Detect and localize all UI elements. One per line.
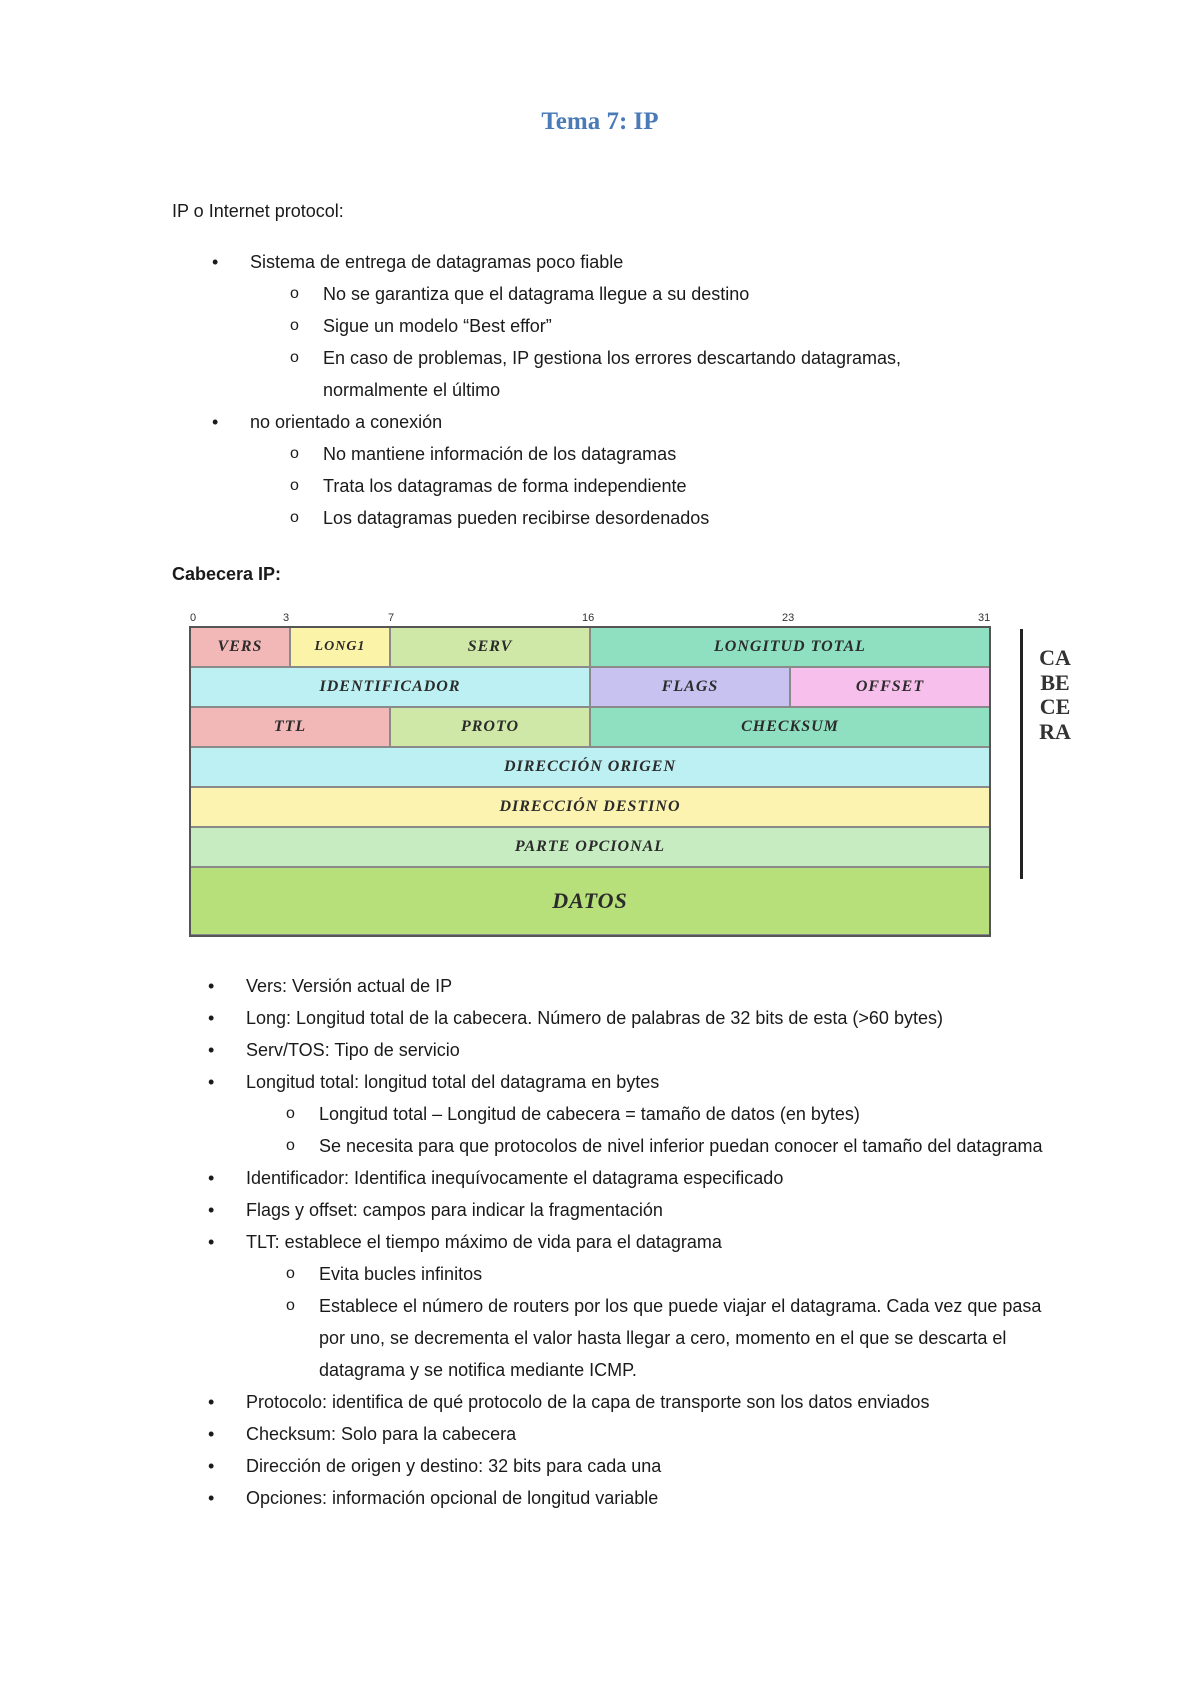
list-item [246,1194,1046,1226]
sub-list-item: o Trata los datagramas de forma independiente [323,470,1010,502]
field-long: LONG1 [290,627,390,667]
sub-list-item: o Se necesita para que protocolos de nivel inferior puedan conocer el tamaño del datagrama [319,1130,1046,1162]
field-direccion-origen: DIRECCIÓN ORIGEN [190,747,990,787]
sub-list [246,1258,1046,1386]
list-item [246,1034,1046,1066]
list-item-text: no orientado a conexión [250,412,443,432]
bit-label: 0 [190,612,197,624]
list-item [246,1162,1046,1194]
list-item [246,970,1046,1002]
list-item-text: Longitud total: longitud total del datagrama en bytes [246,1072,660,1092]
sub-list-item: o Sigue un modelo “Best effor” [323,310,1010,342]
list-item [250,246,1010,406]
list-item-text: Vers: Versión actual de IP [246,976,453,996]
sub-list-item: o Evita bucles infinitos [319,1258,1046,1290]
bit-label: 23 [782,612,795,624]
field-vers: VERS [190,627,290,667]
field-checksum: CHECKSUM [590,707,990,747]
sub-list-item: o No mantiene información de los datagramas [323,438,1010,470]
list-item-text: Opciones: información opcional de longitud variable [246,1488,659,1508]
sub-list [246,1098,1046,1162]
intro-text: IP o Internet protocol: [172,201,344,221]
header-heading: Cabecera IP: [172,564,282,584]
diagram-frame [189,626,991,937]
list-item-text: Identificador: Identifica inequívocamente el datagrama especificado [246,1168,784,1188]
sub-list-item: o En caso de problemas, IP gestiona los errores descartando datagramas, normalmente el último [323,342,1010,406]
bit-label: 31 [978,612,991,624]
cabecera-label: CABECERA [1039,645,1071,744]
field-proto: PROTO [390,707,590,747]
list-item [250,406,1010,534]
list-item-text: Dirección de origen y destino: 32 bits para cada una [246,1456,662,1476]
field-flags: FLAGS [590,667,790,707]
list-item-text: Serv/TOS: Tipo de servicio [246,1040,460,1060]
header-fields-list [246,970,1046,1514]
list-item [246,1450,1046,1482]
sub-list-item: o No se garantiza que el datagrama llegue a su destino [323,278,1010,310]
field-direccion-destino: DIRECCIÓN DESTINO [190,787,990,827]
field-parte-opcional: PARTE OPCIONAL [190,827,990,867]
list-item [246,1418,1046,1450]
list-item [246,1002,1046,1034]
list-item-text: Protocolo: identifica de qué protocolo de la capa de transporte son los datos enviados [246,1392,930,1412]
sub-list [250,278,1010,406]
bit-label: 16 [582,612,595,624]
page-title: Tema 7: IP [541,108,659,135]
bit-label: 3 [283,612,290,624]
list-item [246,1226,1046,1386]
list-item-text: Long: Longitud total de la cabecera. Número de palabras de 32 bits de esta (>60 bytes) [246,1008,943,1028]
ip-features-list [250,246,1010,534]
field-datos: DATOS [190,867,990,935]
sub-list-item: o Establece el número de routers por los que puede viajar el datagrama. Cada vez que pasa por uno, se decrementa el valor hasta llegar a cero, momento en el que se descarta el datagrama y se notifica mediante ICMP. [319,1290,1046,1386]
list-item [246,1386,1046,1418]
field-longitud-total: LONGITUD TOTAL [590,627,990,667]
list-item-text: TLT: establece el tiempo máximo de vida para el datagrama [246,1232,722,1252]
cabecera-bracket [1020,629,1023,879]
list-item [246,1066,1046,1162]
field-identificador: IDENTIFICADOR [190,667,590,707]
bit-label: 7 [388,612,395,624]
sub-list [250,438,1010,534]
list-item-text: Flags y offset: campos para indicar la fragmentación [246,1200,663,1220]
list-item [246,1482,1046,1514]
field-offset: OFFSET [790,667,990,707]
list-item-text: Sistema de entrega de datagramas poco fiable [250,252,624,272]
field-serv: SERV [390,627,590,667]
list-item-text: Checksum: Solo para la cabecera [246,1424,517,1444]
ip-header-diagram [190,612,1070,942]
field-ttl: TTL [190,707,390,747]
sub-list-item: o Los datagramas pueden recibirse desordenados [323,502,1010,534]
sub-list-item: o Longitud total – Longitud de cabecera = tamaño de datos (en bytes) [319,1098,1046,1130]
